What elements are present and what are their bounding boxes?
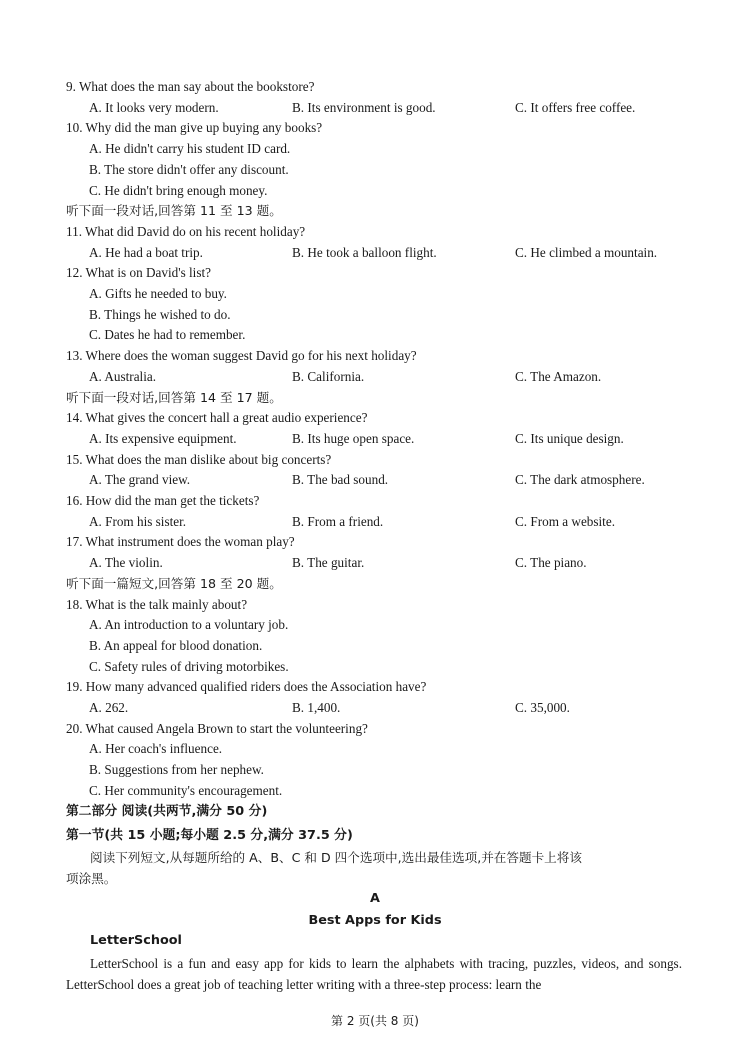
answer-option: A. Her coach's influence. [89, 741, 223, 757]
page-footer: 第 2 页(共 8 页) [331, 1014, 419, 1028]
answer-option: B. From a friend. [292, 513, 384, 529]
answer-option: A. The grand view. [89, 472, 191, 488]
question-stem: 20. What caused Angela Brown to start the volunteering? [66, 720, 368, 736]
answer-option: B. Suggestions from her nephew. [89, 762, 264, 778]
question-stem: 16. How did the man get the tickets? [66, 493, 260, 508]
section-note: 听下面一段对话,回答第 14 至 17 题。 [66, 389, 282, 405]
answer-option: C. It offers free coffee. [515, 99, 636, 115]
question-stem: 13. Where does the woman suggest David go for his next holiday? [66, 348, 417, 364]
answer-option: C. He climbed a mountain. [515, 244, 658, 260]
question-stem: 11. What did David do on his recent holiday? [66, 223, 306, 239]
question-stem: 9. What does the man say about the bookstore? [66, 79, 315, 94]
answer-option: A. He didn't carry his student ID card. [89, 141, 291, 157]
passage-subheading: LetterSchool [90, 933, 182, 948]
answer-option: C. The Amazon. [515, 368, 602, 384]
part-title: 第二部分 阅读(共两节,满分 50 分) [66, 804, 268, 819]
question-stem: 14. What gives the concert hall a great audio experience? [66, 410, 368, 426]
question-stem: 19. How many advanced qualified riders does the Association have? [66, 679, 427, 695]
answer-option: C. From a website. [515, 513, 615, 529]
answer-option: A. Australia. [89, 368, 157, 384]
answer-option: B. An appeal for blood donation. [89, 637, 263, 653]
answer-option: A. It looks very modern. [89, 99, 219, 115]
question-stem: 15. What does the man dislike about big concerts? [66, 451, 332, 467]
answer-option: A. From his sister. [89, 513, 187, 529]
question-stem: 12. What is on David's list? [66, 265, 211, 281]
instructions: 项涂黑。 [66, 871, 117, 886]
answer-option: B. He took a balloon flight. [292, 244, 437, 260]
passage-title: Best Apps for Kids [308, 913, 442, 928]
question-stem: 10. Why did the man give up buying any books? [66, 120, 323, 136]
passage-paragraph: LetterSchool is a fun and easy app for kids to learn the alphabets with tracing, puzzles, videos, and songs. LetterSchool does a great job of teaching letter writing with a three-step process: learn the [66, 956, 682, 992]
answer-option: A. Its expensive equipment. [89, 430, 237, 446]
answer-option: B. The store didn't offer any discount. [89, 161, 289, 177]
answer-option: B. The bad sound. [292, 472, 389, 488]
answer-option: C. The piano. [515, 555, 587, 571]
section-note: 听下面一篇短文,回答第 18 至 20 题。 [66, 575, 282, 591]
answer-option: C. The dark atmosphere. [515, 472, 645, 488]
answer-option: B. Its huge open space. [292, 430, 415, 446]
answer-option: A. The violin. [89, 555, 163, 571]
answer-option: B. Things he wished to do. [89, 306, 231, 322]
answer-option: A. He had a boat trip. [89, 244, 203, 260]
instructions: 阅读下列短文,从每题所给的 A、B、C 和 D 四个选项中,选出最佳选项,并在答题卡上将该 [90, 850, 582, 865]
section-title: 第一节(共 15 小题;每小题 2.5 分,满分 37.5 分) [66, 828, 353, 843]
answer-option: C. Dates he had to remember. [89, 327, 246, 343]
answer-option: C. Her community's encouragement. [89, 782, 283, 798]
answer-option: A. An introduction to a voluntary job. [89, 617, 289, 633]
answer-option: C. 35,000. [515, 700, 570, 715]
answer-option: A. Gifts he needed to buy. [89, 286, 227, 301]
answer-option: A. 262. [89, 700, 129, 715]
passage-letter: A [370, 891, 380, 906]
question-stem: 18. What is the talk mainly about? [66, 596, 248, 612]
answer-option: C. He didn't bring enough money. [89, 182, 268, 198]
section-note: 听下面一段对话,回答第 11 至 13 题。 [66, 203, 282, 219]
answer-option: C. Its unique design. [515, 430, 624, 446]
answer-option: B. California. [292, 368, 365, 384]
answer-option: C. Safety rules of driving motorbikes. [89, 658, 289, 674]
question-stem: 17. What instrument does the woman play? [66, 534, 295, 550]
answer-option: B. The guitar. [292, 555, 365, 571]
answer-option: B. 1,400. [292, 700, 341, 715]
answer-option: B. Its environment is good. [292, 99, 436, 115]
